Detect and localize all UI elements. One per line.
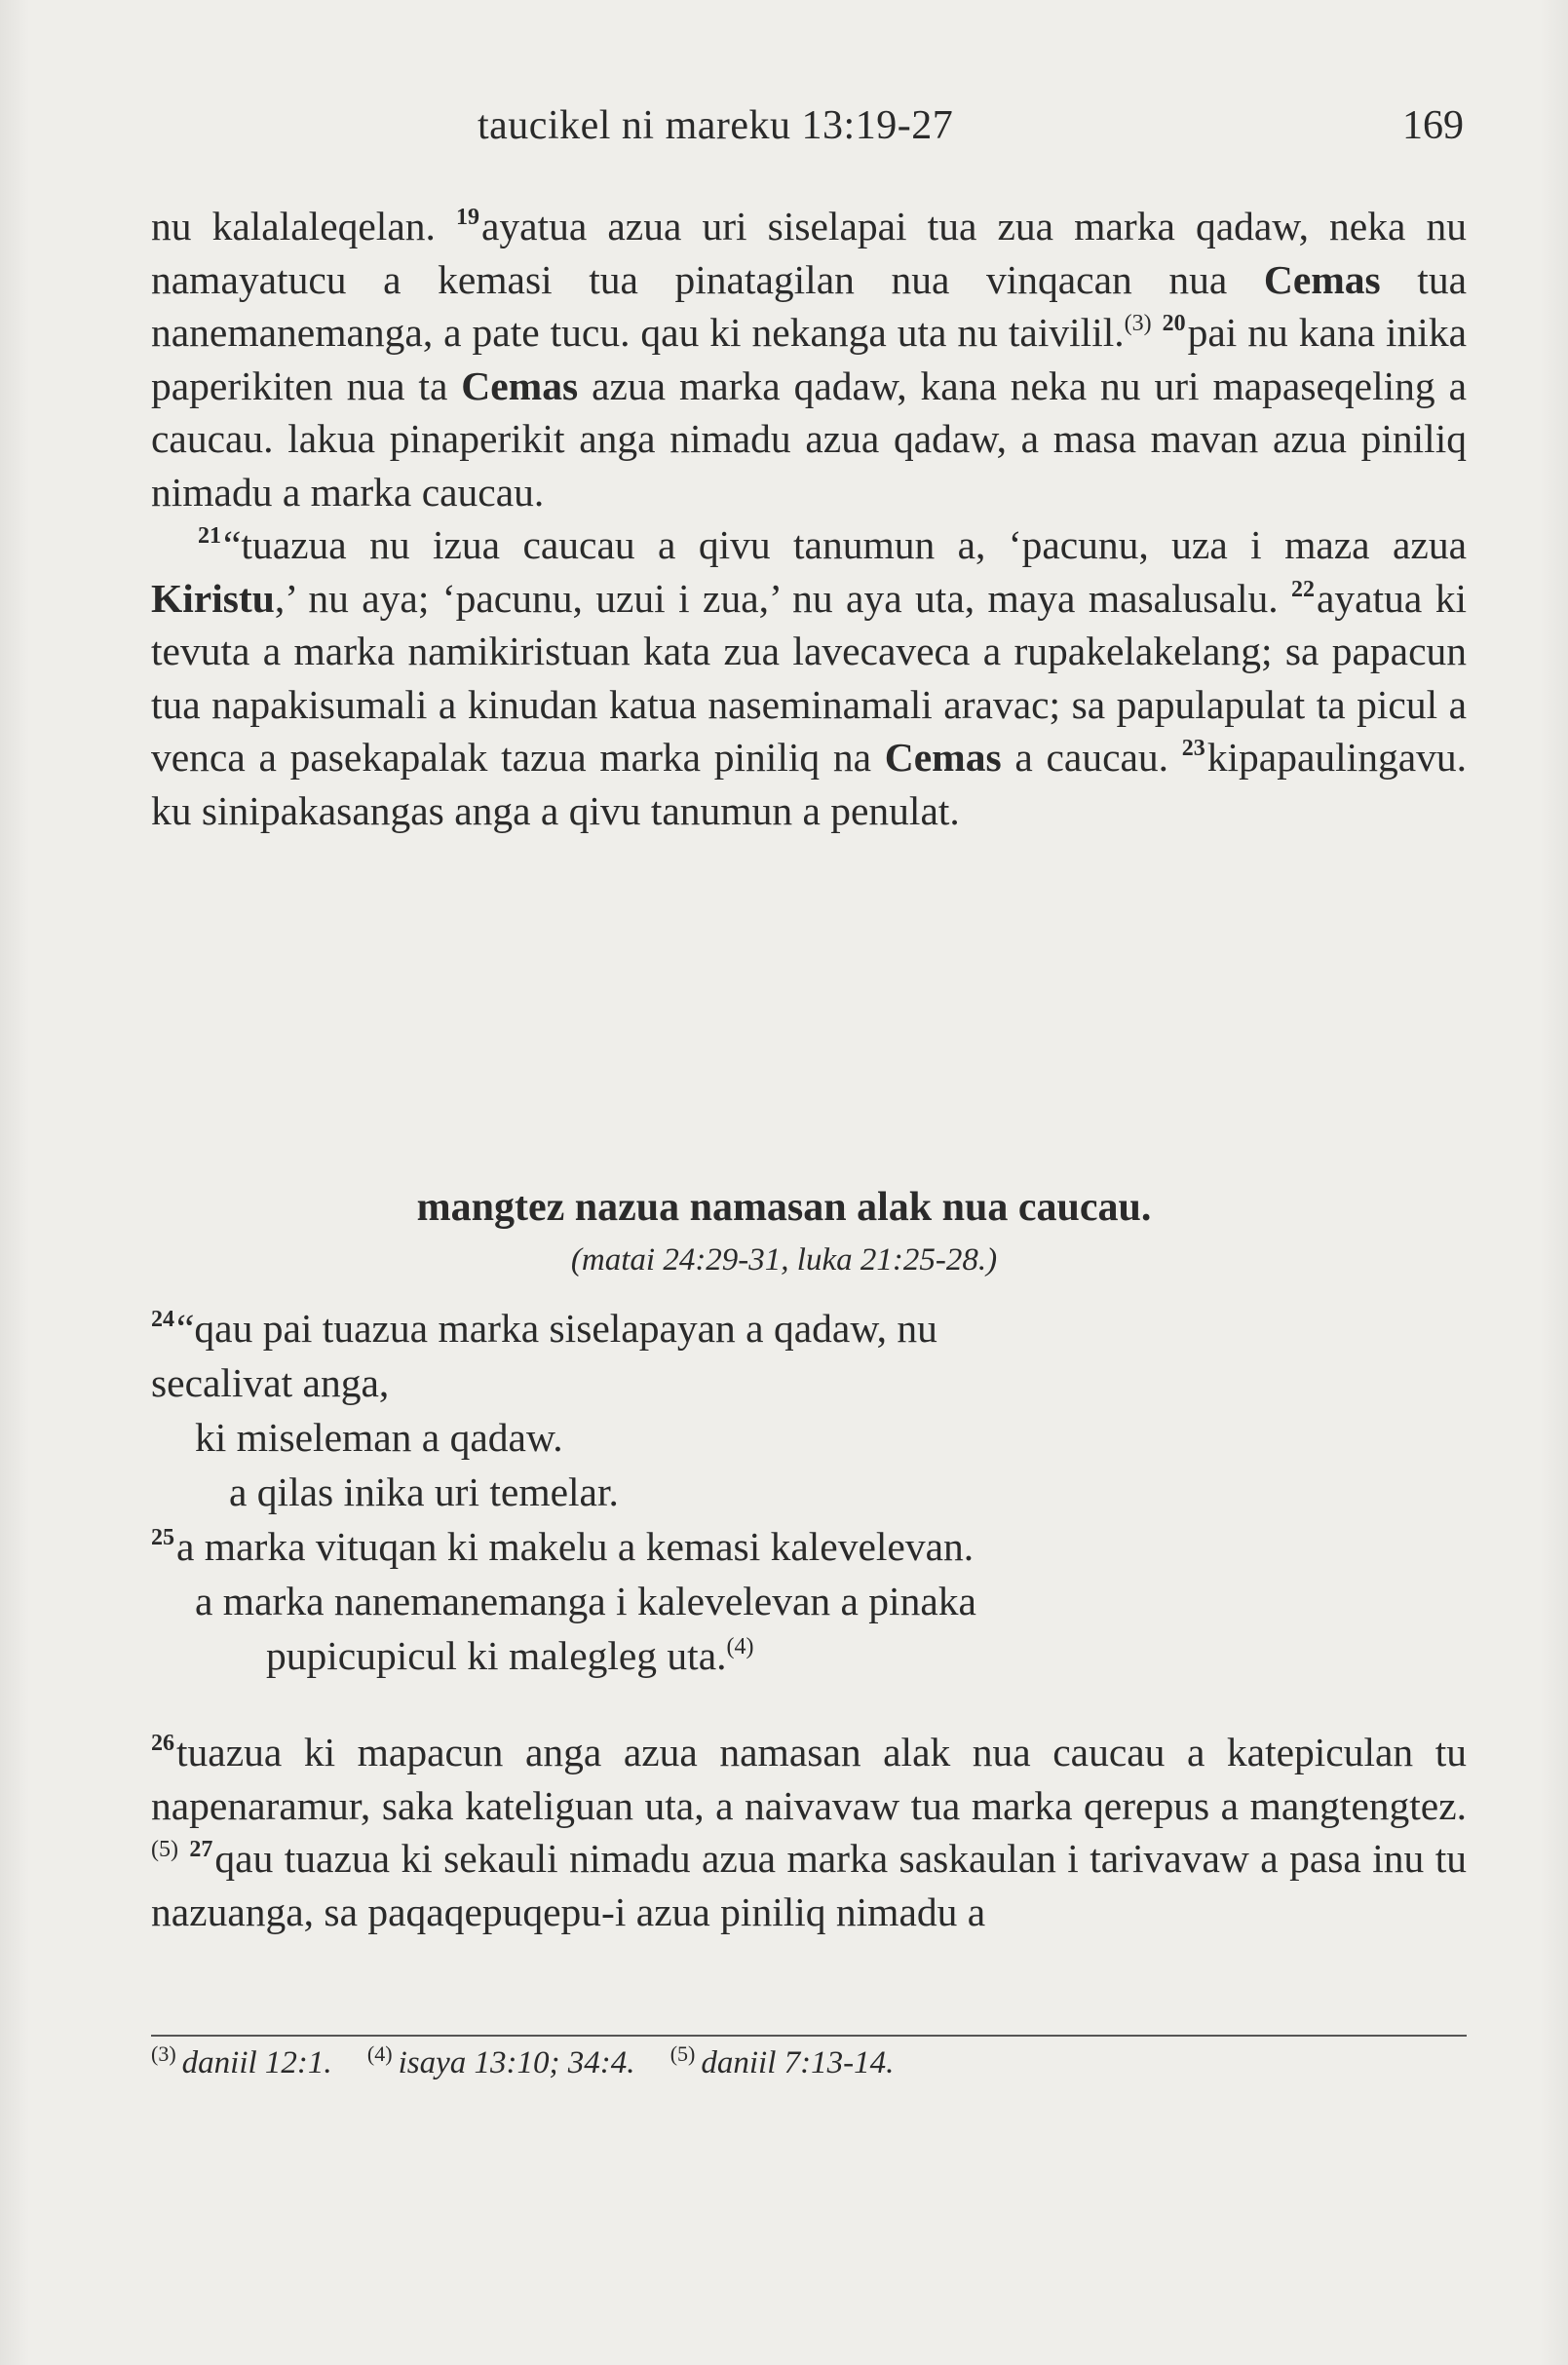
poetry-block bbox=[151, 1301, 1467, 1683]
verse-number: 21 bbox=[198, 523, 221, 549]
verse-number: 25 bbox=[151, 1525, 174, 1550]
text-run: pai nu kana inika paperikiten nua ta bbox=[151, 310, 1468, 408]
footnote-number: (5) bbox=[669, 2041, 696, 2066]
footnote-text: daniil 7:13-14. bbox=[701, 2045, 895, 2080]
text-run: “qau pai tuazua marka siselapayan a qadaw, nu bbox=[176, 1306, 937, 1351]
paragraph-19-20 bbox=[151, 200, 1467, 518]
page-number: 169 bbox=[1402, 103, 1464, 148]
footnote-marker: (5) bbox=[151, 1837, 178, 1862]
footnote-marker: (3) bbox=[1124, 311, 1152, 336]
paragraph-21-23 bbox=[151, 518, 1467, 837]
footnote-text: isaya 13:10; 34:4. bbox=[398, 2045, 635, 2080]
footnote-item bbox=[669, 2041, 895, 2080]
footnote-number: (4) bbox=[366, 2041, 393, 2066]
verse-number: 22 bbox=[1291, 576, 1316, 602]
verse-number: 26 bbox=[151, 1731, 174, 1756]
footnotes bbox=[151, 2041, 1467, 2081]
poetry-line: ki miseleman a qadaw. bbox=[195, 1415, 563, 1460]
text-run: a marka vituqan ki makelu a kemasi kalevelevan. bbox=[176, 1524, 975, 1569]
text-run: pupicupicul ki malegleg uta. bbox=[266, 1633, 727, 1678]
section-heading: mangtez nazua namasan alak nua caucau. bbox=[416, 1185, 1152, 1230]
poetry-line: secalivat anga, bbox=[151, 1360, 390, 1405]
footnote-marker: (4) bbox=[726, 1634, 754, 1659]
poetry-line bbox=[151, 1519, 1467, 1574]
footnote-divider bbox=[151, 2035, 1467, 2037]
text-run: a caucau. bbox=[1001, 735, 1182, 780]
text-run: tuazua ki mapacun anga azua namasan alak nua caucau a katepiculan tu napenaramur, saka kateliguan uta, a naivavaw tua marka qerepus a mangtengtez. bbox=[151, 1730, 1467, 1828]
paragraph-26-27 bbox=[151, 1726, 1467, 1938]
text-run: ,’ nu aya; ‘pacunu, uzui i zua,’ nu aya uta, maya masalusalu. bbox=[274, 575, 1292, 621]
text-run: kipapaulingavu. ku sinipakasangas anga a qivu tanumun a penulat. bbox=[151, 735, 1467, 833]
proper-name: Cemas bbox=[1263, 256, 1381, 302]
footnote-text: daniil 12:1. bbox=[181, 2045, 332, 2080]
running-title: taucikel ni mareku 13:19-27 bbox=[478, 103, 954, 148]
proper-name: Cemas bbox=[884, 735, 1002, 780]
prose-block-1 bbox=[151, 200, 1467, 837]
poetry-line: a qilas inika uri temelar. bbox=[229, 1469, 619, 1514]
verse-number: 23 bbox=[1181, 736, 1205, 761]
text-run: tua nanemanemanga, a pate tucu. qau ki nekanga uta nu taivilil. bbox=[151, 256, 1468, 355]
prose-block-2 bbox=[151, 1726, 1467, 1938]
footnote-item bbox=[151, 2041, 332, 2080]
page-header bbox=[0, 93, 1568, 151]
section-cross-references: (matai 24:29-31, luka 21:25-28.) bbox=[570, 1242, 998, 1278]
verse-number: 27 bbox=[189, 1837, 213, 1862]
text-run: ayatua azua uri siselapai tua zua marka qadaw, neka nu namayatucu a kemasi tua pinatagilan nua vinqacan nua bbox=[151, 204, 1467, 302]
poetry-line bbox=[151, 1628, 1467, 1683]
proper-name: Kiristu bbox=[151, 575, 275, 621]
poetry-line bbox=[151, 1301, 1467, 1355]
text-run: nu kalalaleqelan. bbox=[151, 204, 456, 248]
verse-number: 20 bbox=[1162, 311, 1186, 336]
footnote-number: (3) bbox=[151, 2041, 176, 2066]
text-run: azua marka qadaw, kana neka nu uri mapaseqeling a caucau. lakua pinaperikit anga nimadu azua qadaw, a masa mavan azua piniliq nimadu a marka caucau. bbox=[151, 362, 1467, 515]
proper-name: Cemas bbox=[461, 362, 579, 408]
text-run: ayatua ki tevuta a marka namikiristuan kata zua lavecaveca a rupakelakelang; sa papacun tua napakisumali a kinudan katua naseminamali aravac; sa papulapulat ta picul a venca a pasekapalak tazua marka piniliq na bbox=[151, 575, 1467, 780]
footnote-item bbox=[366, 2041, 635, 2080]
verse-number: 19 bbox=[455, 205, 479, 230]
text-run: “tuazua nu izua caucau a qivu tanumun a, ‘pacunu, uza i maza azua bbox=[223, 522, 1467, 567]
text-run: qau tuazua ki sekauli nimadu azua marka saskaulan i tarivavaw a pasa inu tu nazuanga, sa paqaqepuqepu-i azua piniliq nimadu a bbox=[151, 1836, 1467, 1934]
poetry-line: a marka nanemanemanga i kalevelevan a pinaka bbox=[195, 1579, 976, 1623]
verse-number: 24 bbox=[151, 1307, 174, 1332]
